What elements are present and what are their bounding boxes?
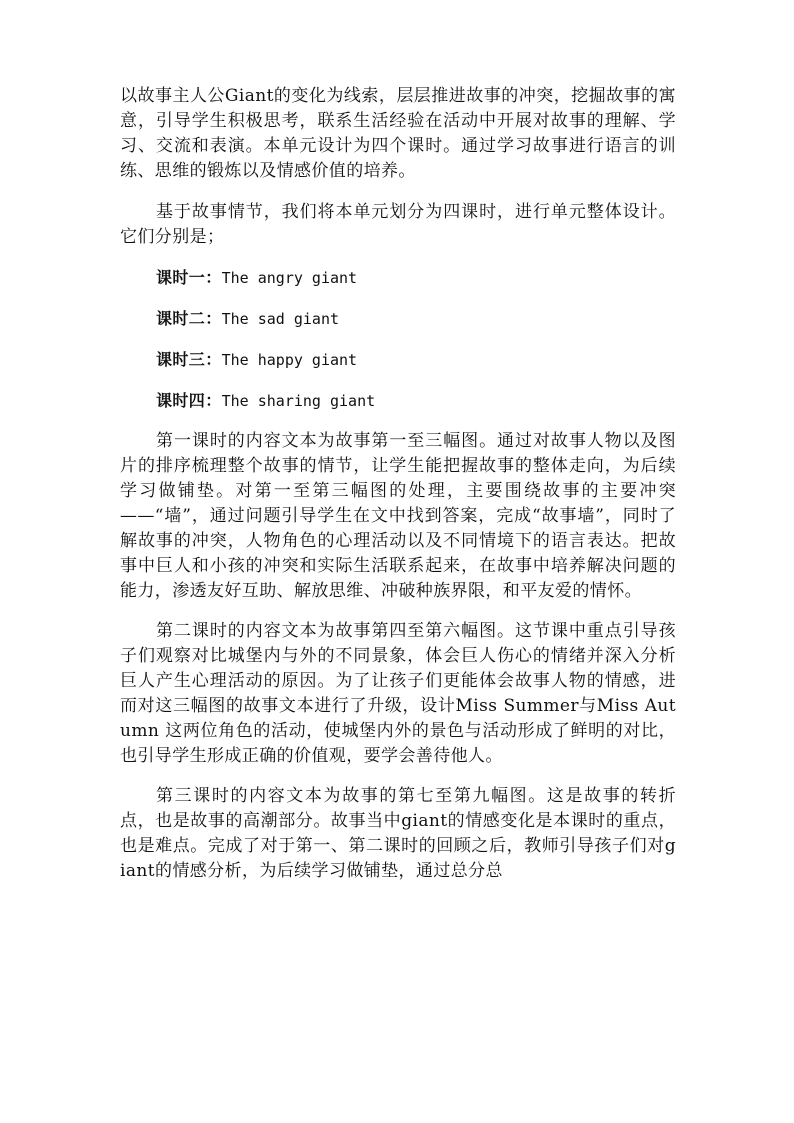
intro-paragraph: 以故事主人公Giant的变化为线索，层层推进故事的冲突，挖掘故事的寓意，引导学生积极思考，联系生活经验在活动中开展对故事的理解、学习、交流和表演。本单元设计为四个课时。通过学习故事进行语言的训练、思维的锻炼以及情感价值的培养。 [120,86,676,181]
lesson2-paragraph: 第二课时的内容文本为故事第四至第六幅图。这节课中重点引导孩子们观察对比城堡内与外的不同景象，体会巨人伤心的情绪并深入分析巨人产生心理活动的原因。为了让孩子们更能体会故事人物的情感，进而对这三幅图的故事文本进行了升级，设计Miss Summer与Miss Autumn 这两位角色的活动，使城堡内外的景色与活动形成了鲜明的对比，也引导学生形成正确的价值观，要学会善待他人。 [120,621,676,766]
lesson-item-4 [120,388,676,414]
lesson3-paragraph: 第三课时的内容文本为故事的第七至第九幅图。这是故事的转折点，也是故事的高潮部分。故事当中giant的情感变化是本课时的重点，也是难点。完成了对于第一、第二课时的回顾之后，教师引导孩子们对giant的情感分析，为后续学习做铺垫，通过总分总 [120,786,676,881]
division-paragraph: 基于故事情节，我们将本单元划分为四课时，进行单元整体设计。它们分别是； [120,202,676,247]
lesson-title: The happy giant [221,351,358,369]
lesson-title: The sad giant [221,310,340,328]
lesson-tag: 课时四： [156,391,222,410]
lesson-item-2 [120,306,676,332]
lesson-title: The sharing giant [221,392,376,410]
lesson-tag: 课时二： [156,309,222,328]
lesson-title: The angry giant [221,269,358,287]
lesson-item-3 [120,347,676,373]
document-page [120,84,676,884]
lesson-tag: 课时三： [156,350,222,369]
lesson-tag: 课时一： [156,268,222,287]
lesson1-paragraph: 第一课时的内容文本为故事第一至三幅图。通过对故事人物以及图片的排序梳理整个故事的情节，让学生能把握故事的整体走向，为后续学习做铺垫。对第一至第三幅图的处理，主要围绕故事的主要冲突——“墙”，通过问题引导学生在文中找到答案，完成“故事墙”，同时了解故事的冲突，人物角色的心理活动以及不同情境下的语言表达。把故事中巨人和小孩的冲突和实际生活联系起来，在故事中培养解决问题的能力，渗透友好互助、解放思维、冲破种族界限，和平友爱的情怀。 [120,431,676,601]
lesson-item-1 [120,265,676,291]
